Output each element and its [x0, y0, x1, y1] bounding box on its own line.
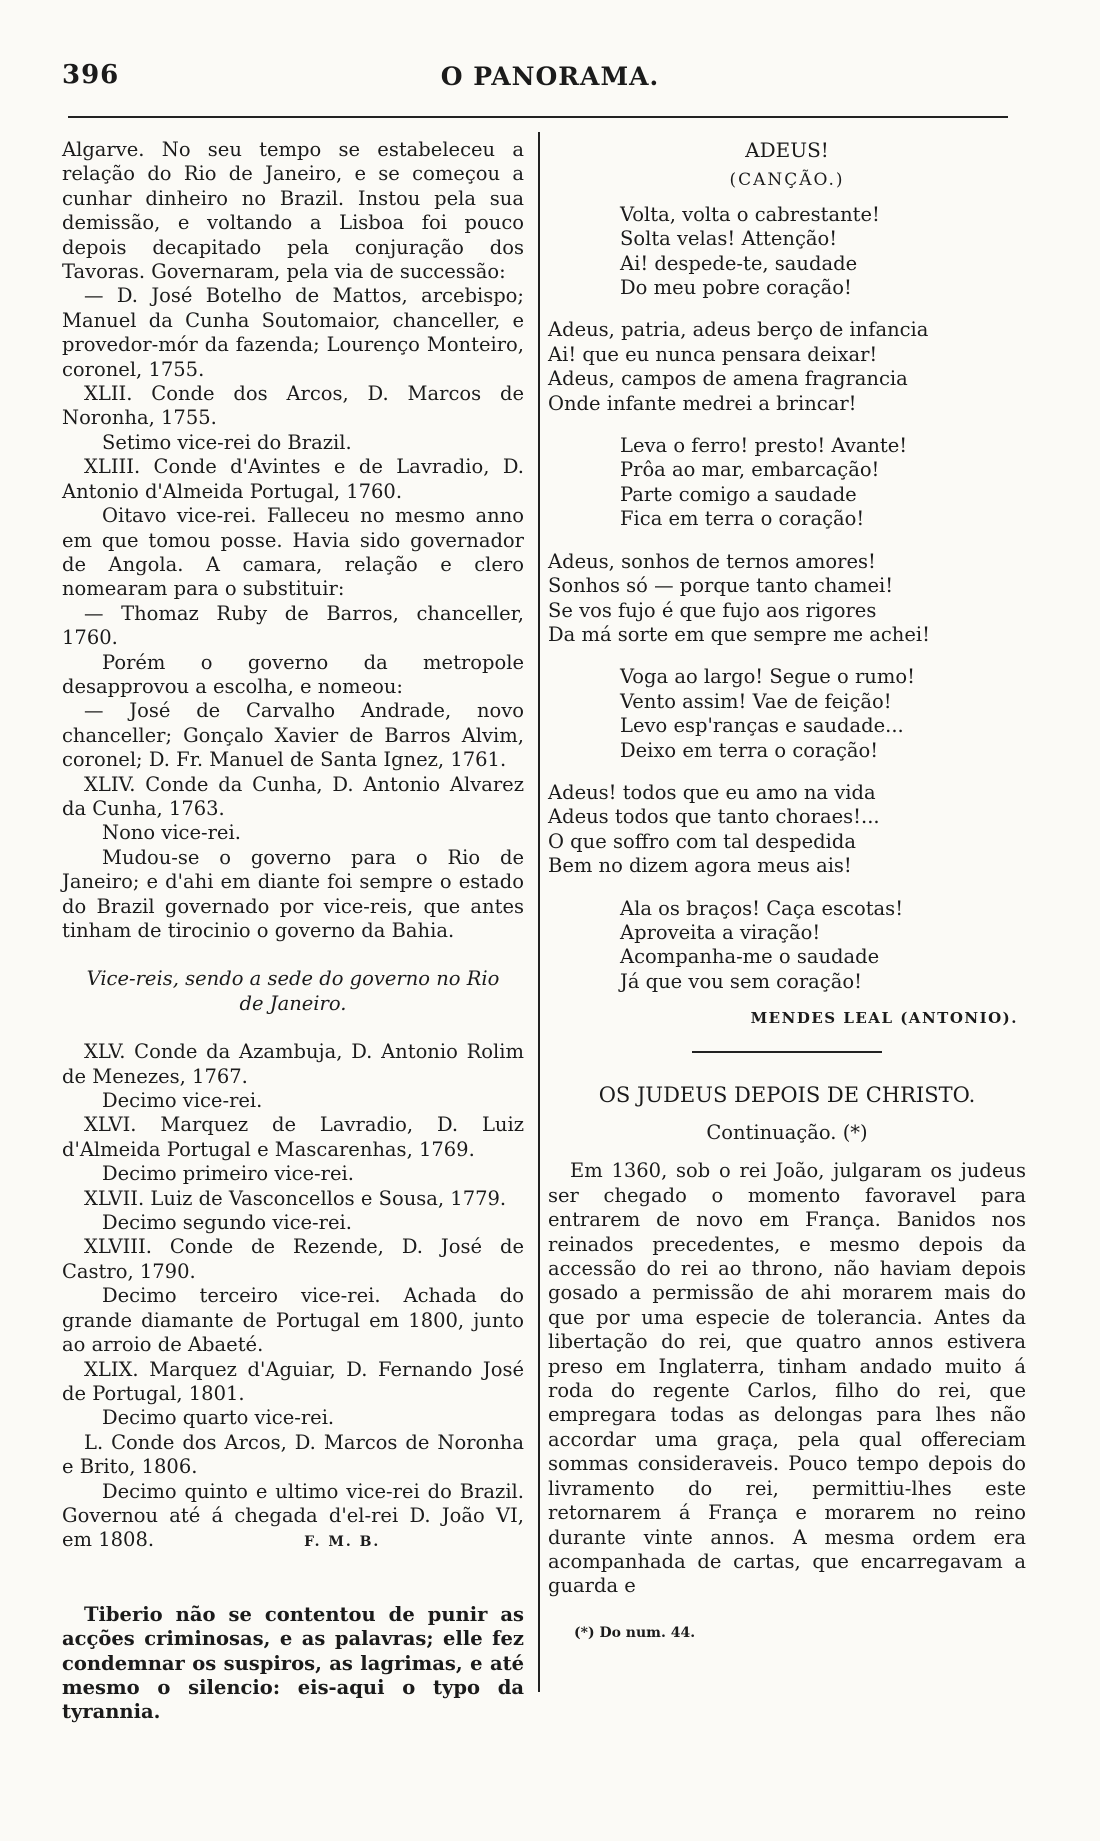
viceroy-entry: XLVIII. Conde de Rezende, D. José de Castro, 1790. — [62, 1235, 524, 1283]
paragraph: — José de Carvalho Andrade, novo chanceller; Gonçalo Xavier de Barros Alvim, coronel; D. Fr. Manuel de Santa Ignez, 1761. — [62, 699, 524, 772]
paragraph: Decimo terceiro vice-rei. Achada do grande diamante de Portugal em 1800, junto ao arroio de Abaeté. — [62, 1284, 524, 1357]
footnote: (*) Do num. 44. — [574, 1624, 696, 1641]
section-subheading: Vice-reis, sendo a sede do governo no Rio de Janeiro. — [86, 967, 500, 1015]
poem-stanza — [548, 318, 1026, 416]
article-continuation: Continuação. (*) — [706, 1121, 868, 1144]
poem-line: Voga ao largo! Segue o rumo! — [620, 665, 915, 689]
paragraph: Decimo primeiro vice-rei. — [102, 1162, 354, 1186]
poem-line: Sonhos só — porque tanto chamei! — [548, 574, 894, 598]
paragraph: Porém o governo da metropole desapprovou a escolha, e nomeou: — [62, 650, 524, 698]
poem-line: Prôa ao mar, embarcação! — [620, 458, 880, 482]
poem-line: Ai! que eu nunca pensara deixar! — [548, 342, 878, 366]
left-column — [62, 138, 524, 1725]
viceroy-entry: XLIII. Conde d'Avintes e de Lavradio, D. Antonio d'Almeida Portugal, 1760. — [62, 455, 524, 503]
viceroy-entry: XLV. Conde da Azambuja, D. Antonio Rolim de Menezes, 1767. — [62, 1040, 524, 1088]
poem-line: Ala os braços! Caça escotas! — [620, 896, 904, 920]
page-number: 396 — [62, 60, 120, 90]
poem-line: Acompanha-me o saudade — [620, 945, 880, 969]
paragraph: Mudou-se o governo para o Rio de Janeiro; e d'ahi em diante foi sempre o estado do Brazil governado por vice-reis, que antes tinham de tirocinio o governo da Bahia. — [62, 845, 524, 942]
viceroy-entry: XLVII. Luiz de Vasconcellos e Sousa, 1779. — [84, 1186, 507, 1210]
poem-line: Onde infante medrei a brincar! — [548, 391, 857, 415]
paragraph: Algarve. No seu tempo se estabeleceu a relação do Rio de Janeiro, e se começou a cunhar dinheiro no Brazil. Instou pela sua demissão, e voltando a Lisboa foi pouco depois decapitado pela conjuração dos Tavoras. Governaram, pela via de successão: — [62, 138, 524, 284]
header-rule — [68, 116, 1008, 118]
poem-author: MENDES LEAL (ANTONIO). — [750, 1009, 1018, 1028]
poem-line: Vento assim! Vae de feição! — [620, 689, 892, 713]
poem-line: Levo esp'ranças e saudade... — [620, 714, 904, 738]
paragraph: Decimo vice-rei. — [102, 1089, 263, 1113]
poem-line: Do meu pobre coração! — [620, 276, 852, 300]
article-title: OS JUDEUS DEPOIS DE CHRISTO. — [598, 1082, 976, 1107]
poem-stanza — [548, 781, 1026, 879]
poem-line: Bem no dizem agora meus ais! — [548, 854, 852, 878]
column-divider — [538, 132, 540, 1692]
viceroy-entry: XLVI. Marquez de Lavradio, D. Luiz d'Almeida Portugal e Mascarenhas, 1769. — [62, 1113, 524, 1161]
poem-line: Adeus, sonhos de ternos amores! — [548, 549, 876, 573]
poem-line: Fica em terra o coração! — [620, 507, 865, 531]
paragraph: Decimo segundo vice-rei. — [102, 1211, 352, 1235]
poem-title: ADEUS! — [745, 138, 829, 162]
poem-line: Adeus, campos de amena fragrancia — [548, 367, 908, 391]
paragraph-text: Decimo quinto e ultimo vice-rei do Brazil. Governou até á chegada d'el-rei D. João VI, em 1808. — [62, 1479, 524, 1552]
paragraph: Decimo quarto vice-rei. — [102, 1406, 335, 1430]
poem-stanza — [548, 203, 1026, 301]
viceroy-entry: XLII. Conde dos Arcos, D. Marcos de Noronha, 1755. — [62, 382, 524, 430]
author-initials: F. M. B. — [304, 1534, 381, 1551]
article-body: Em 1360, sob o rei João, julgaram os judeus ser chegado o momento favoravel para entrarem de novo em França. Banidos nos reinados precedentes, e mesmo depois da accessão do rei ao throno, não haviam depois gosado a permissão de ahi morarem mais do que por uma especie de tolerancia. Antes da libertação do rei, que quatro annos estivera preso em Inglaterra, tinham andado muito á roda do regente Carlos, filho do rei, que empregara todas as delongas para lhes não accordar uma graça, pela qual offereciam sommas consideraveis. Pouco tempo depois do livramento do rei, permittiu-lhes este retornarem á França e morarem no reino durante vinte annos. A mesma ordem era acompanhada de cartas, que encarregavam a guarda e — [548, 1159, 1026, 1598]
poem-line: Da má sorte em que sempre me achei! — [548, 622, 930, 646]
poem-stanza — [548, 434, 1026, 532]
poem-line: Se vos fujo é que fujo aos rigores — [548, 598, 877, 622]
paragraph: Nono vice-rei. — [102, 821, 241, 845]
paragraph: Setimo vice-rei do Brazil. — [102, 430, 352, 454]
poem-stanza — [548, 550, 1026, 648]
viceroy-entry: XLIV. Conde da Cunha, D. Antonio Alvarez da Cunha, 1763. — [62, 772, 524, 820]
poem-line: Deixo em terra o coração! — [620, 738, 879, 762]
poem-line: Volta, volta o cabrestante! — [620, 202, 880, 226]
poem-line: Aproveita a viração! — [620, 920, 821, 944]
viceroy-entry: XLIX. Marquez d'Aguiar, D. Fernando José de Portugal, 1801. — [62, 1357, 524, 1405]
paragraph — [62, 1480, 524, 1555]
poem-line: Solta velas! Attenção! — [620, 227, 838, 251]
poem-line: Adeus todos que tanto choraes!... — [548, 805, 880, 829]
poem-stanza — [548, 665, 1026, 763]
poem-stanza — [548, 897, 1026, 995]
paragraph: — D. José Botelho de Mattos, arcebispo; Manuel da Cunha Soutomaior, chanceller, e provedor-mór da fazenda; Lourenço Monteiro, coronel, 1755. — [62, 284, 524, 381]
running-title: O PANORAMA. — [440, 62, 660, 91]
poem-line: Parte comigo a saudade — [620, 482, 857, 506]
paragraph: — Thomaz Ruby de Barros, chanceller, 1760. — [62, 601, 524, 650]
poem-line: Leva o ferro! presto! Avante! — [620, 434, 908, 458]
poem-body — [548, 203, 1026, 994]
poem-line: Já que vou sem coração! — [620, 969, 862, 993]
right-column — [548, 138, 1026, 1645]
poem-line: O que soffro com tal despedida — [548, 829, 856, 853]
poem-line: Ai! despede-te, saudade — [620, 251, 858, 275]
poem-line: Adeus! todos que eu amo na vida — [548, 780, 876, 804]
section-rule — [692, 1051, 882, 1053]
paragraph: Oitavo vice-rei. Falleceu no mesmo anno em que tomou posse. Havia sido governador de Angola. A camara, relação e clero nomearam para o substituir: — [62, 504, 524, 601]
poem-subtitle: (CANÇÃO.) — [729, 170, 845, 191]
closing-paragraph: Tiberio não se contentou de punir as acções criminosas, e as palavras; elle fez condemnar os suspiros, as lagrimas, e até mesmo o silencio: eis-aqui o typo da tyrannia. — [62, 1602, 524, 1724]
poem-line: Adeus, patria, adeus berço de infancia — [548, 318, 929, 342]
viceroy-entry: L. Conde dos Arcos, D. Marcos de Noronha e Brito, 1806. — [62, 1430, 524, 1479]
